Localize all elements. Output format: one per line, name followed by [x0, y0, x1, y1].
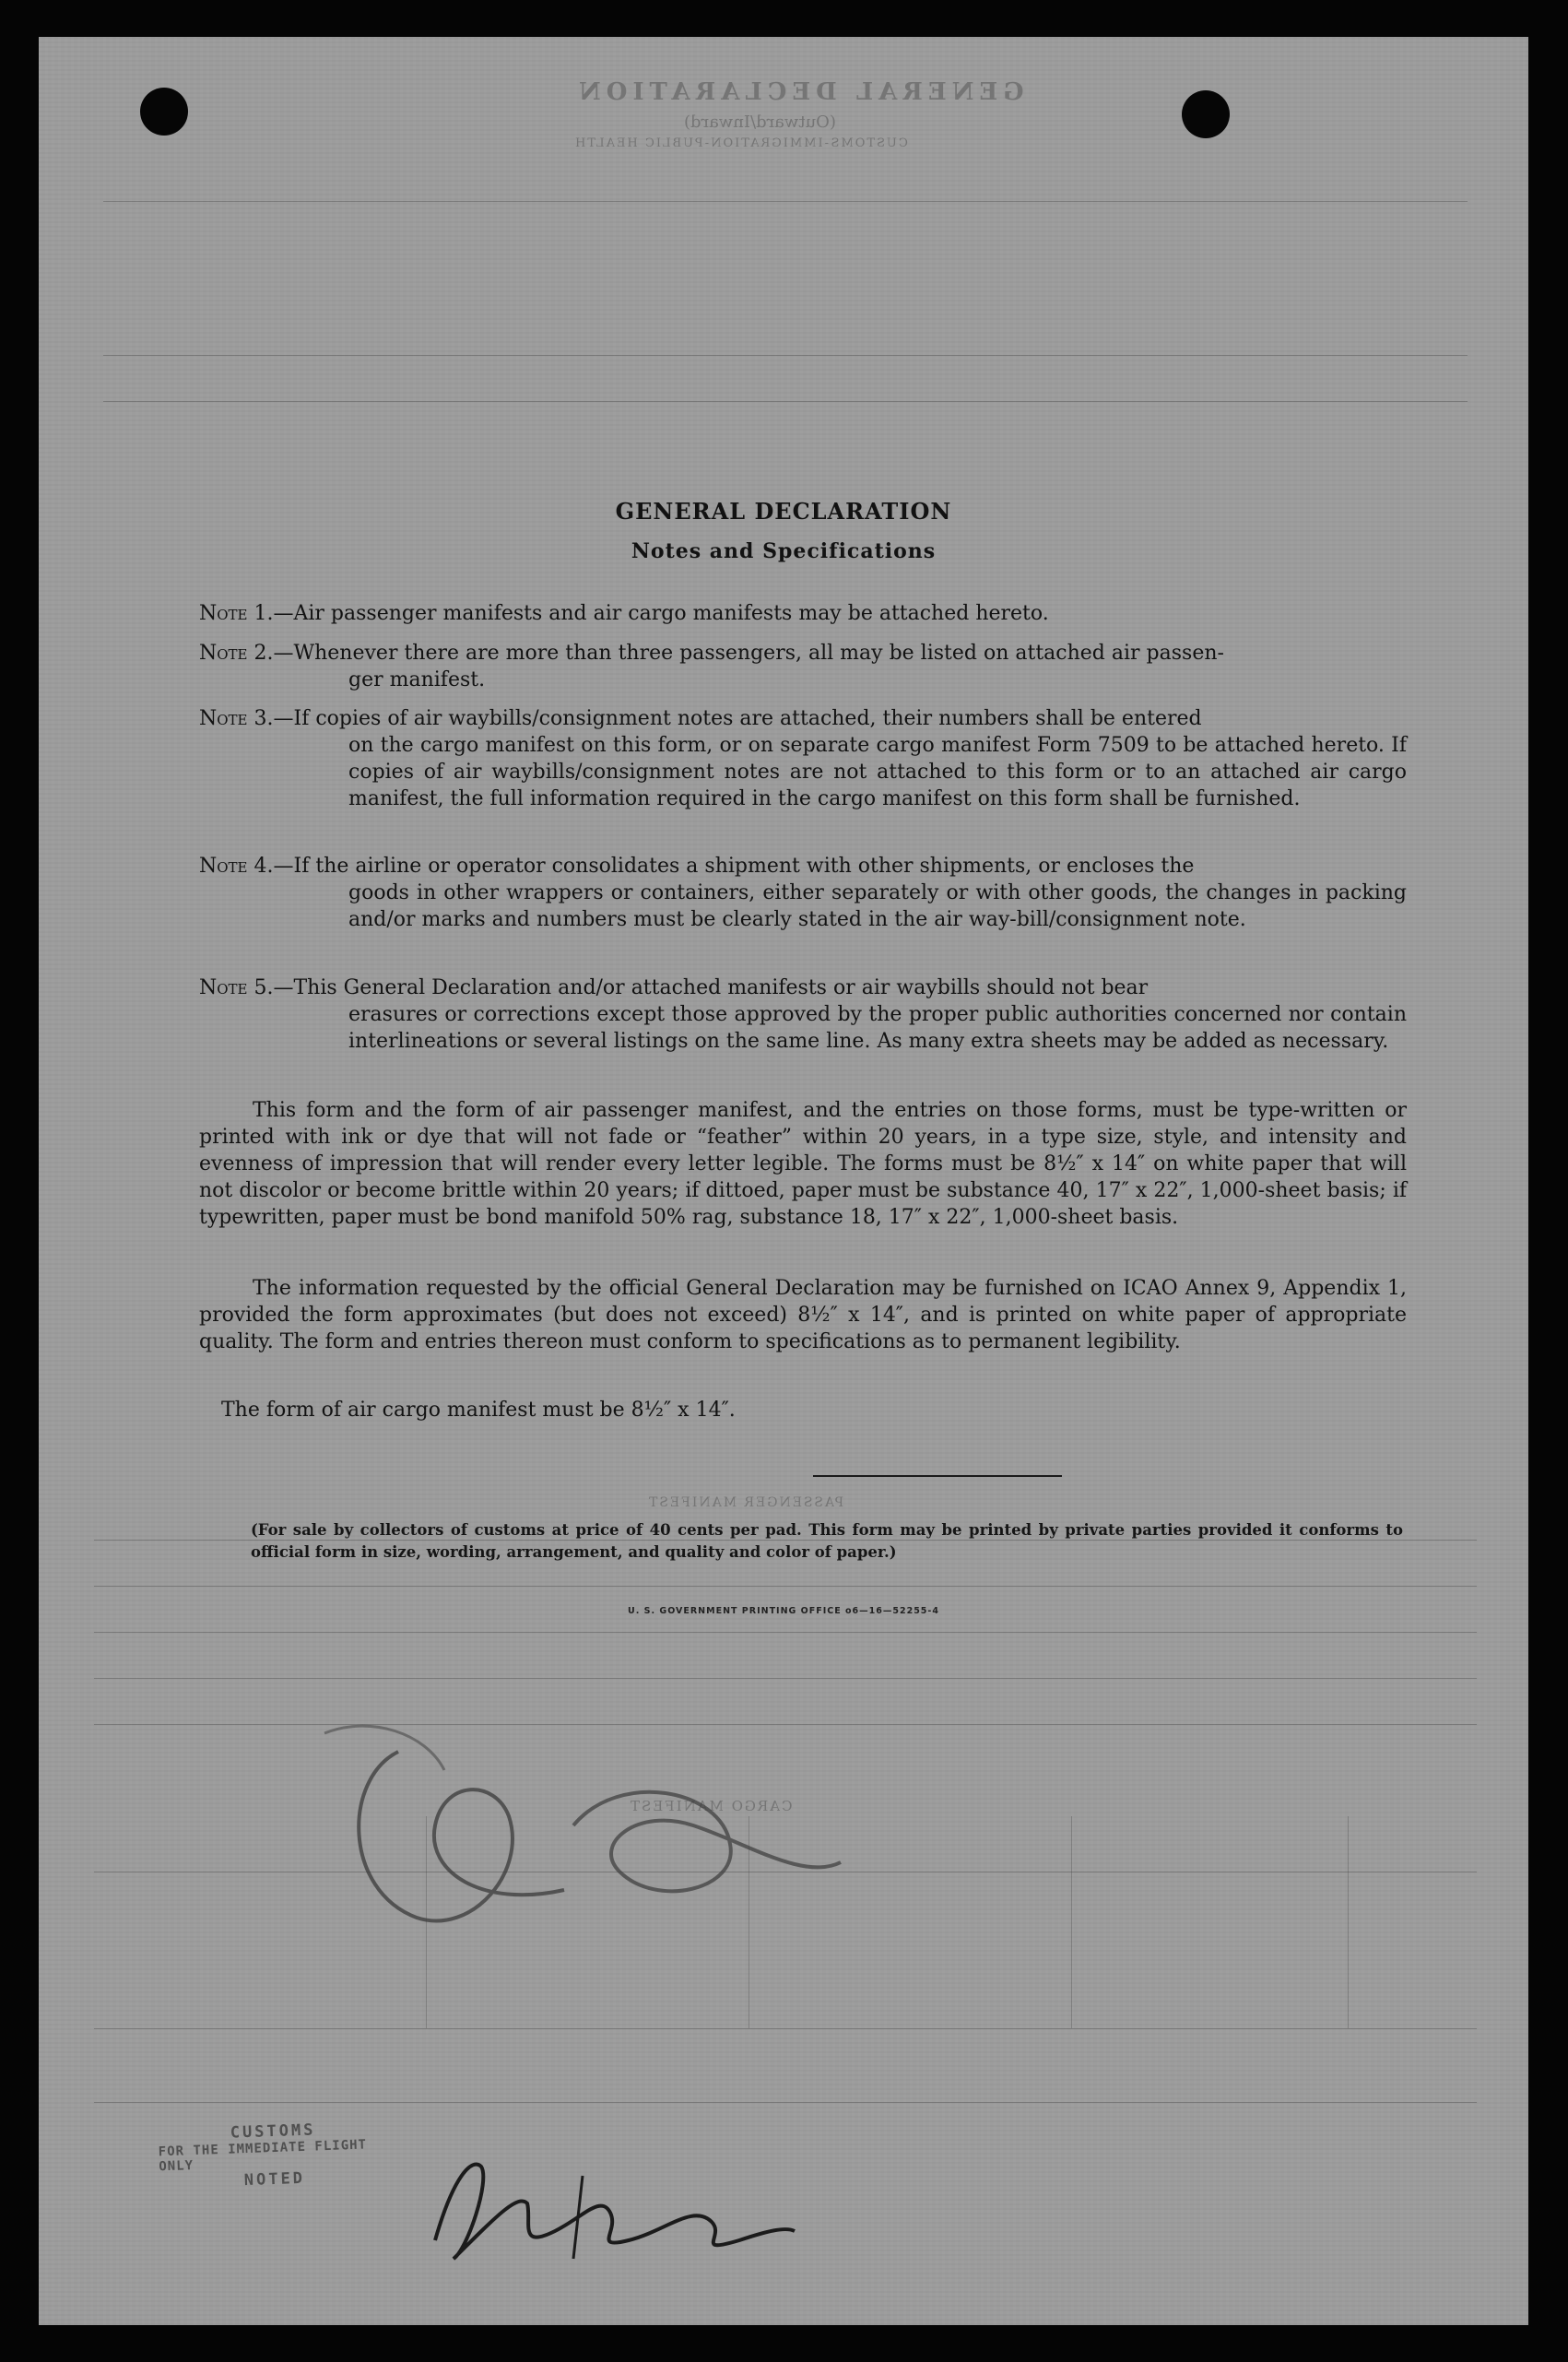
ghost-rule: [94, 2028, 1477, 2029]
punch-hole-right: [1182, 90, 1230, 138]
ghost-column-rule: [1348, 1816, 1349, 2028]
printer-imprint: U. S. GOVERNMENT PRINTING OFFICE o6—16—52255-4: [628, 1606, 939, 1616]
divider-rule: [813, 1475, 1062, 1477]
note-2: [199, 640, 1407, 693]
stamp-line: FOR THE IMMEDIATE FLIGHT ONLY: [158, 2137, 368, 2175]
ghost-rule: [94, 1678, 1477, 1679]
note-text: —This General Declaration and/or attached manifests or air waybills should not bear: [273, 976, 1149, 999]
note-text: —If the airline or operator consolidates a shipment with other shipments, or encloses the: [273, 855, 1195, 878]
note-label: Note 5.: [199, 976, 274, 999]
ghost-rule: [94, 1586, 1477, 1587]
ghost-rule: [103, 201, 1468, 202]
note-3: [199, 705, 1407, 812]
ghost-rule: [103, 401, 1468, 402]
note-4: [199, 853, 1407, 933]
ghost-header-agencies: CUSTOMS-IMMIGRATION-PUBLIC HEALTH: [573, 136, 908, 150]
cargo-manifest-size-paragraph: The form of air cargo manifest must be 8½″ x 14″.: [221, 1399, 736, 1422]
specification-paragraph: This form and the form of air passenger manifest, and the entries on those forms, must be type-written or printed with ink or dye that will not fade or “feather” within 20 years, in a type size, style, and intensity and evenness of impression that will render every letter legible. The forms must be 8½″ x 14″ on white paper that will not discolor or become brittle within 20 years; if dittoed, paper must be substance 40, 17″ x 22″, 1,000-sheet basis; if typewritten, paper must be bond manifold 50% rag, substance 18, 17″ x 22″, 1,000-sheet basis.: [199, 1099, 1407, 1229]
notes-title: GENERAL DECLARATION: [615, 498, 952, 525]
handwritten-signature: [417, 2139, 804, 2277]
stamp-line: NOTED: [243, 2168, 306, 2191]
note-text-continued: erasures or corrections except those approved by the proper public authorities concerned nor contain interlineations or several listings on the same line. As many extra sheets may be added as necessary.: [348, 1003, 1407, 1053]
ghost-header-sub: (Outward/Inward): [684, 112, 836, 132]
customs-stamp: [158, 2119, 390, 2193]
icao-paragraph: The information requested by the official General Declaration may be furnished on ICAO Annex 9, Appendix 1, provided the form approximates (but does not exceed) 8½″ x 14″, and is printed on white paper of appropriate quality. The form and entries thereon must conform to specifications as to permanent legibility.: [199, 1277, 1407, 1353]
ghost-rule: [94, 1632, 1477, 1633]
circular-signature-scrawl: [288, 1715, 859, 1936]
ghost-rule: [103, 355, 1468, 356]
note-text: —Whenever there are more than three passengers, all may be listed on attached air passen-: [273, 642, 1224, 665]
note-5: [199, 974, 1407, 1055]
ghost-rule: [94, 2102, 1477, 2103]
document-page: [39, 37, 1528, 2325]
note-label: Note 1.: [199, 602, 274, 625]
ghost-header-title: GENERAL DECLARATION: [573, 78, 1024, 106]
ghost-cargo-heading: CARGO MANIFEST: [629, 1798, 793, 1814]
note-text-continued: goods in other wrappers or containers, either separately or with other goods, the changes in packing and/or marks and numbers must be clearly stated in the air way-bill/consignment note.: [348, 881, 1407, 931]
note-label: Note 4.: [199, 855, 274, 878]
sale-notice: (For sale by collectors of customs at price of 40 cents per pad. This form may be printed by private parties provided it conforms to official form in size, wording, arrangement, and quality and color of paper.): [251, 1521, 1403, 1561]
note-1: [199, 600, 1407, 627]
notes-subtitle: Notes and Specifications: [631, 539, 937, 563]
ghost-column-rule: [1071, 1816, 1072, 2028]
note-text-continued: on the cargo manifest on this form, or on separate cargo manifest Form 7509 to be attached hereto. If copies of air waybills/consignment notes are not attached to this form or to an attached air cargo manifest, the full information required in the cargo manifest on this form shall be furnished.: [348, 734, 1407, 810]
note-text-continued: ger manifest.: [348, 668, 486, 691]
note-text: —Air passenger manifests and air cargo manifests may be attached hereto.: [273, 602, 1049, 625]
note-label: Note 2.: [199, 642, 274, 665]
punch-hole-left: [140, 88, 188, 136]
note-label: Note 3.: [199, 707, 274, 730]
note-text: —If copies of air waybills/consignment notes are attached, their numbers shall be entered: [273, 707, 1202, 730]
ghost-manifest-heading: PASSENGER MANIFEST: [647, 1495, 844, 1510]
stamp-line: CUSTOMS: [230, 2120, 316, 2143]
